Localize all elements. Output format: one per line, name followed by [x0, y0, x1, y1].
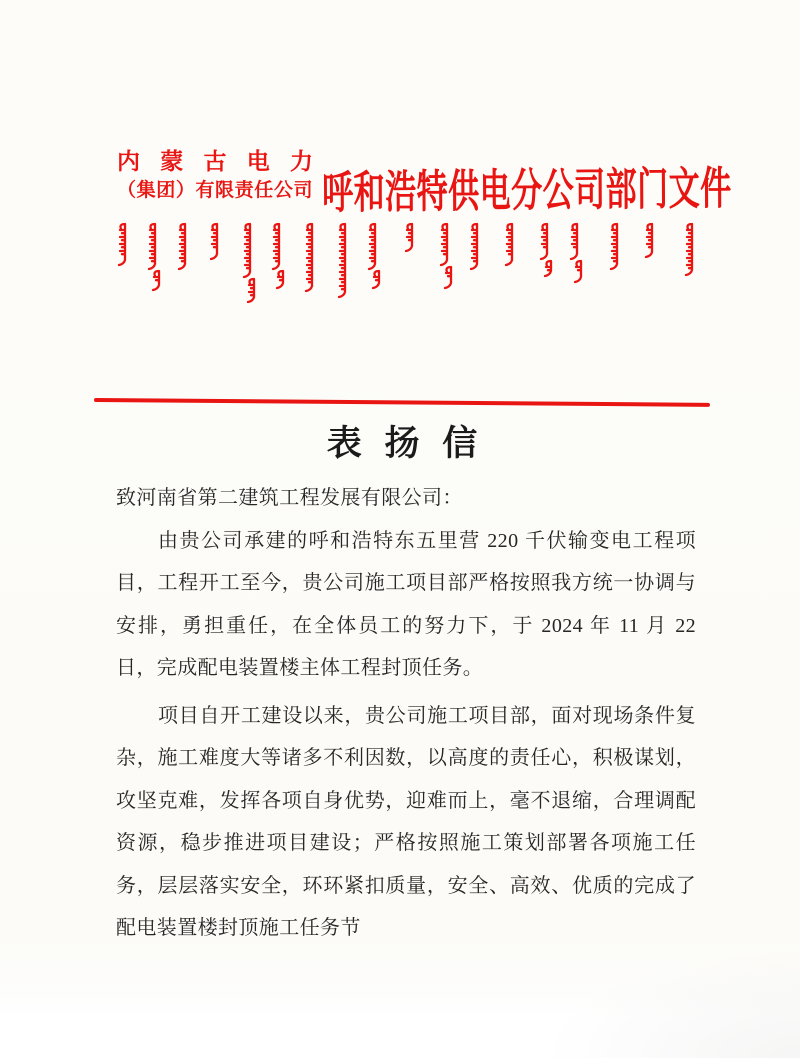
- letterhead-divider: [94, 398, 710, 407]
- letterhead-document-title: 呼和浩特供电分公司部门文件: [322, 162, 732, 219]
- salutation: 致河南省第二建筑工程发展有限公司：: [116, 487, 463, 509]
- org-name-line1: 内 蒙 古 电 力: [117, 149, 313, 174]
- letter-body: [116, 477, 696, 950]
- org-name-line2: （集团）有限责任公司: [117, 180, 313, 201]
- mongolian-script-band: [112, 222, 712, 322]
- letter-paragraph-1: 由贵公司承建的呼和浩特东五里营 220 千伏输变电工程项目，工程开工至今，贵公司施工项目部严格按照我方统一协调与安排，勇担重任，在全体员工的努力下，于 2024 年 11 月 22 日，完成配电装置楼主体工程封顶任务。: [116, 529, 696, 679]
- letter-title: 表 扬 信: [326, 424, 485, 463]
- issuing-org-name: [117, 147, 313, 204]
- scan-shadow: [540, 948, 800, 1058]
- letter-paragraph-2: 项目自开工建设以来，贵公司施工项目部，面对现场条件复杂，施工难度大等诸多不利因数，以高度的责任心，积极谋划，攻坚克难，发挥各项自身优势，迎难而上，毫不退缩，合理调配资源，稳步推进项目建设；严格按照施工策划部署各项施工任务，层层落实安全，环环紧扣质量，安全、高效、优质的完成了配电装置楼封顶施工任务节: [116, 704, 696, 939]
